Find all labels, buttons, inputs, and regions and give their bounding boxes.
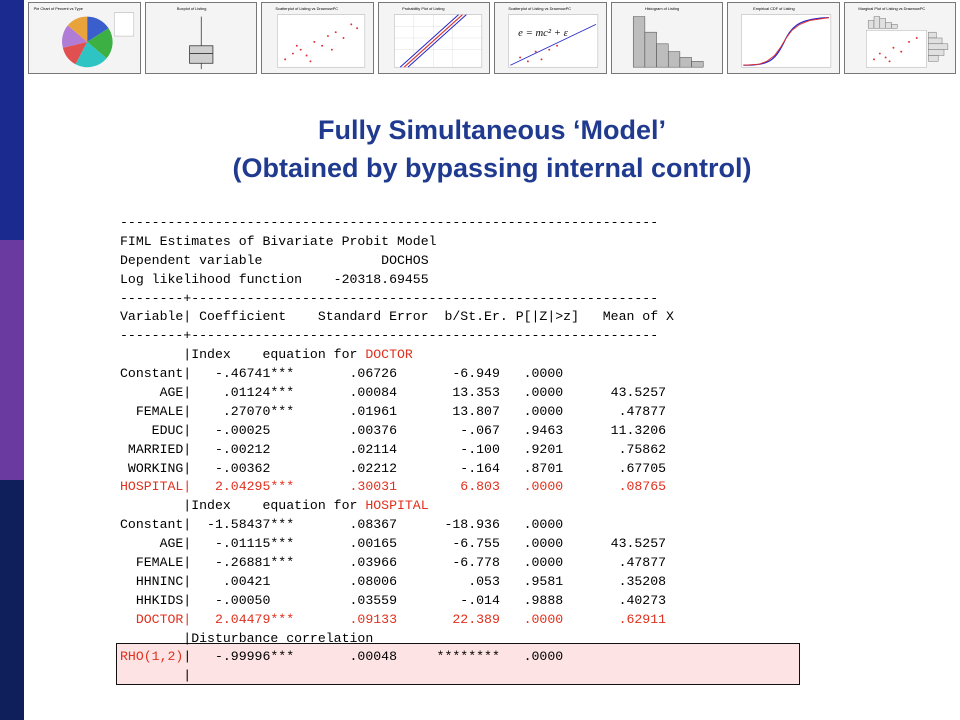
output-line [120,403,920,422]
line-text: EDUC| -.00025 .00376 -.067 .9463 11.3206 [120,422,667,438]
line-text: |Index equation for [120,498,366,514]
output-line [120,346,920,365]
output-line [120,290,920,309]
line-text: FIML Estimates of Bivariate Probit Model [120,233,437,249]
histogram-thumbnail [611,2,724,74]
line-text: Log likelihood function -20318.69455 [120,271,429,287]
line-text: FEMALE| -.26881*** .03966 -6.778 .0000 .47877 [120,555,667,571]
line-text: --------+----------------------------------------------------------- [120,328,659,344]
output-line [120,667,920,686]
line-text: WORKING| -.00362 .02212 -.164 .8701 .67705 [120,460,667,476]
line-text: -------------------------------------------------------------------- [120,215,659,230]
cdf-thumbnail [727,2,840,74]
output-line [120,611,920,630]
output-line [120,592,920,611]
left-decorative-bar [0,0,24,720]
thumb-caption: Scatterplot of Listing vs DrawnowPC [508,5,572,11]
rho-values: | -.99996*** .00048 ******** .0000 [183,649,564,665]
output-line [120,460,920,479]
line-text: Constant| -1.58437*** .08367 -18.936 .0000 [120,517,564,533]
highlighted-row-text: DOCTOR| 2.04479*** .09133 22.389 .0000 .62911 [120,611,667,627]
rho-label: RHO(1,2) [120,649,184,665]
highlighted-row-text: HOSPITAL| 2.04295*** .30031 6.803 .0000 .08765 [120,479,667,495]
pie-chart-thumbnail [28,2,141,74]
line-text: Dependent variable DOCHOS [120,252,429,268]
output-line [120,327,920,346]
line-text: AGE| .01124*** .00084 13.353 .0000 43.5257 [120,385,667,401]
output-line [120,252,920,271]
line-text: AGE| -.01115*** .00165 -6.755 .0000 43.5257 [120,536,667,552]
output-line [120,648,920,667]
thumb-caption: Pie Chart of Percent vs Type [33,5,83,11]
output-line [120,535,920,554]
line-text: Variable| Coefficient Standard Error b/St.Er. P[|Z|>z] Mean of X [120,309,674,325]
probability-plot-thumbnail [378,2,491,74]
output-line [120,630,920,649]
left-bar-segment-middle [0,240,24,480]
output-line [120,214,920,233]
marginal-plot-thumbnail [844,2,957,74]
slide-title-line-1: Fully Simultaneous ‘Model’ [317,115,667,145]
output-line [120,308,920,327]
equation-label: e = mc² + ε [518,27,568,40]
boxplot-thumbnail [145,2,258,74]
output-line [120,365,920,384]
line-text: FEMALE| .27070*** .01961 13.807 .0000 .47877 [120,403,667,419]
scatterplot-thumbnail [261,2,374,74]
output-line [120,271,920,290]
output-line [120,233,920,252]
line-text: |Index equation for [120,347,366,363]
output-line [120,422,920,441]
output-line [120,478,920,497]
thumb-caption: Marginal Plot of Listing vs DrawnowPC [857,5,925,11]
line-text: --------+----------------------------------------------------------- [120,290,659,306]
line-text: HHKIDS| -.00050 .03559 -.014 .9888 .40273 [120,592,667,608]
fiml-output-listing [120,214,920,686]
line-text: HHNINC| .00421 .08006 .053 .9581 .35208 [120,573,667,589]
output-line [120,554,920,573]
line-text: |Disturbance correlation [120,630,374,646]
thumb-caption: Probability Plot of Listing [401,5,445,11]
line-text: MARRIED| -.00212 .02114 -.100 .9201 .75862 [120,441,667,457]
left-bar-segment-bottom [0,480,24,720]
slide-title-line-2: (Obtained by bypassing internal control) [232,153,752,183]
thumb-caption: Boxplot of Listing [176,5,206,11]
left-bar-segment-top [0,0,24,240]
line-text: | [120,668,192,684]
equation-scatter-thumbnail [494,2,607,74]
output-line [120,516,920,535]
thumb-caption: Scatterplot of Listing vs DrawnowPC [275,5,339,11]
equation-name: HOSPITAL [365,498,429,514]
output-line [120,573,920,592]
equation-name: DOCTOR [365,347,413,363]
line-text: Constant| -.46741*** .06726 -6.949 .0000 [120,366,564,382]
chart-thumbnail-banner [24,0,960,78]
thumb-caption: Empirical CDF of Listing [753,5,795,11]
output-line [120,384,920,403]
output-line [120,441,920,460]
thumb-caption: Histogram of Listing [644,5,679,11]
output-line [120,497,920,516]
